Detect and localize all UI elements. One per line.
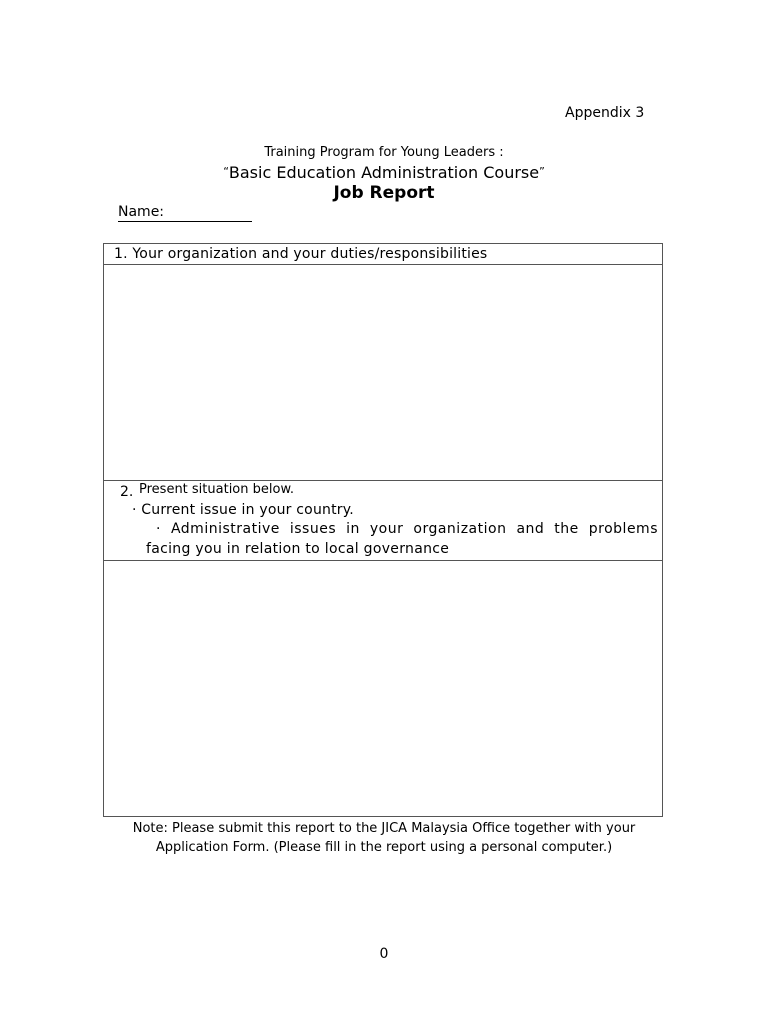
page-number: 0 <box>379 946 389 962</box>
note-line-2: Application Form. (Please fill in the report using a personal computer.) <box>155 840 613 855</box>
appendix-label: Appendix 3 <box>565 105 645 121</box>
name-label: Name: <box>118 204 165 220</box>
program-title: Training Program for Young Leaders : <box>264 145 504 160</box>
section1-answer-box[interactable] <box>103 264 663 481</box>
section2-number: 2. <box>120 484 134 500</box>
open-quote: “ <box>223 165 229 178</box>
note-line-1: Note: Please submit this report to the JICA Malaysia Office together with your <box>132 821 636 836</box>
section2-answer-box[interactable] <box>103 561 663 817</box>
course-name: Basic Education Administration Course <box>228 163 540 182</box>
section1-heading: 1. Your organization and your duties/responsibilities <box>114 246 488 262</box>
section2-bullet-2: · Administrative issues in your organization and the problems <box>156 521 658 537</box>
section2-header <box>103 481 663 561</box>
section1-header <box>103 243 663 265</box>
name-underline[interactable] <box>118 221 252 222</box>
page-title: Job Report <box>333 183 435 203</box>
section2-heading: Present situation below. <box>139 482 295 497</box>
section2-bullet-1: · Current issue in your country. <box>132 502 354 518</box>
section2-bullet-2-cont: facing you in relation to local governance <box>146 541 450 557</box>
close-quote: ” <box>539 165 545 178</box>
course-title <box>0 163 768 182</box>
footer-note <box>0 819 768 857</box>
